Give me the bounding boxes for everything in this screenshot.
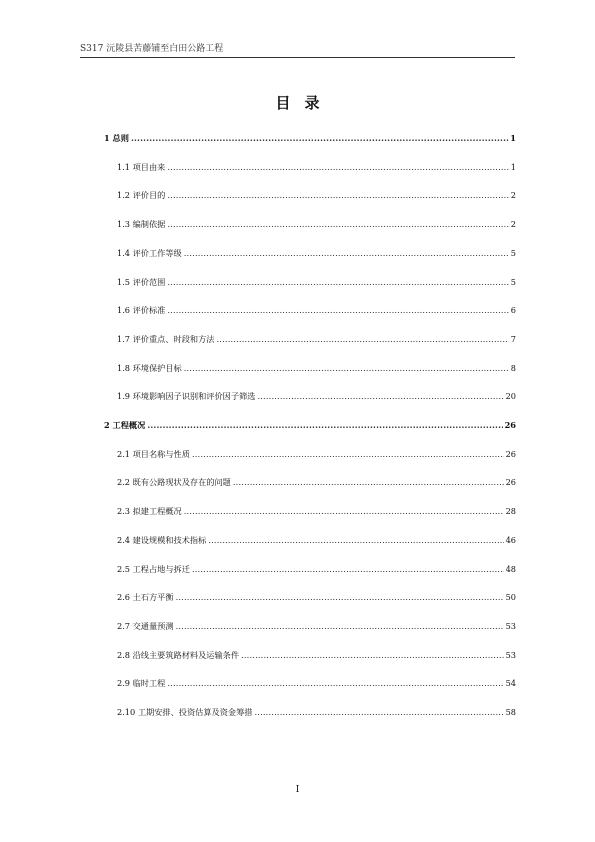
toc-entry-page: 2	[510, 190, 516, 201]
toc-chapter-entry[interactable]	[104, 132, 516, 144]
toc-entry-label: 2.1 项目名称与性质	[117, 448, 190, 459]
toc-entry-label: 1.8 环境保护目标	[117, 362, 182, 373]
toc-entry-label: 2.3 拟建工程概况	[117, 506, 182, 517]
toc-entry-page: 53	[505, 649, 516, 660]
toc-entry-label: 1.7 评价重点、时段和方法	[117, 333, 215, 344]
toc-entry-label: 2.5 工程占地与拆迁	[117, 563, 190, 574]
toc-entry-label: 1.4 评价工作等级	[117, 247, 182, 258]
toc-section-entry[interactable]	[117, 620, 516, 632]
toc-chapter-entry[interactable]	[104, 419, 516, 431]
toc-section-entry[interactable]	[117, 448, 516, 460]
toc-entry-page: 54	[505, 678, 516, 689]
toc-entry-page: 26	[505, 448, 516, 459]
toc-entry-label: 1.5 评价范围	[117, 276, 166, 287]
toc-dot-leader	[184, 505, 504, 517]
toc-entry-label: 2.10 工期安排、投资估算及资金筹措	[117, 707, 253, 717]
toc-entry-page: 6	[510, 305, 516, 316]
toc-section-entry[interactable]	[117, 591, 516, 603]
toc-section-entry[interactable]	[117, 390, 516, 402]
toc-entry-label: 2.2 既有公路现状及存在的问题	[117, 477, 231, 488]
toc-entry-page: 7	[510, 333, 516, 344]
toc-entry-label: 1 总则	[104, 133, 129, 143]
toc-dot-leader	[176, 591, 504, 603]
toc-dot-leader	[184, 247, 509, 259]
toc-dot-leader	[217, 333, 509, 345]
page-title: 目录	[275, 94, 334, 112]
toc-dot-leader	[167, 218, 508, 230]
page-header: S317 沅陵县苦藤铺至白田公路工程	[80, 44, 224, 54]
toc-section-entry[interactable]	[117, 304, 516, 316]
toc-entry-page: 5	[510, 276, 516, 287]
toc-section-entry[interactable]	[117, 677, 516, 689]
toc-section-entry[interactable]	[117, 189, 516, 201]
toc-section-entry[interactable]	[117, 333, 516, 345]
toc-entry-page: 1	[510, 161, 516, 172]
toc-section-entry[interactable]	[117, 161, 516, 173]
toc-dot-leader	[192, 448, 504, 460]
toc-dot-leader	[131, 132, 508, 144]
toc-section-entry[interactable]	[117, 563, 516, 575]
toc-entry-label: 1.1 项目由来	[117, 161, 166, 172]
toc-section-entry[interactable]	[117, 362, 516, 374]
toc-dot-leader	[176, 620, 504, 632]
toc-entry-page: 53	[505, 620, 516, 631]
toc-section-entry[interactable]	[117, 476, 516, 488]
toc-dot-leader	[167, 677, 503, 689]
toc-section-entry[interactable]	[117, 706, 516, 718]
toc-dot-leader	[147, 419, 502, 431]
toc-entry-page: 58	[505, 707, 516, 717]
toc-entry-label: 2.9 临时工程	[117, 678, 166, 689]
toc-section-entry[interactable]	[117, 505, 516, 517]
toc-dot-leader	[241, 649, 504, 661]
toc-dot-leader	[167, 161, 508, 173]
toc-entry-label: 2.4 建设规模和技术指标	[117, 534, 207, 545]
toc-entry-label: 2 工程概况	[104, 420, 146, 430]
toc-section-entry[interactable]	[117, 649, 516, 661]
toc-entry-page: 28	[505, 506, 516, 517]
toc-dot-leader	[233, 476, 504, 488]
toc-dot-leader	[254, 706, 503, 718]
toc-entry-page: 26	[505, 477, 516, 488]
toc-entry-label: 1.6 评价标准	[117, 305, 166, 316]
toc-entry-label: 2.6 土石方平衡	[117, 592, 174, 603]
toc-entry-page: 5	[510, 247, 516, 258]
toc-entry-page: 48	[505, 563, 516, 574]
toc-entry-label: 1.2 评价目的	[117, 190, 166, 201]
toc-dot-leader	[167, 189, 508, 201]
toc-dot-leader	[208, 534, 503, 546]
toc-entry-page: 46	[505, 534, 516, 545]
toc-entry-page: 8	[510, 362, 516, 373]
toc-section-entry[interactable]	[117, 218, 516, 230]
toc-dot-leader	[257, 390, 503, 402]
toc-entry-label: 1.3 编制依据	[117, 219, 166, 230]
toc-entry-page: 26	[504, 420, 516, 430]
toc-dot-leader	[192, 563, 504, 575]
toc-dot-leader	[184, 362, 509, 374]
toc-entry-page: 20	[505, 391, 516, 402]
toc-dot-leader	[167, 276, 508, 288]
page-number: I	[295, 785, 300, 795]
toc-entry-label: 2.8 沿线主要筑路材料及运输条件	[117, 649, 240, 660]
toc-section-entry[interactable]	[117, 276, 516, 288]
toc-section-entry[interactable]	[117, 247, 516, 259]
toc-entry-page: 2	[510, 219, 516, 230]
toc-entry-page: 1	[510, 133, 516, 143]
toc-section-entry[interactable]	[117, 534, 516, 546]
toc-entry-label: 2.7 交通量预测	[117, 620, 174, 631]
toc-dot-leader	[167, 304, 508, 316]
toc-entry-page: 50	[505, 592, 516, 603]
toc-entry-label: 1.9 环境影响因子识别和评价因子筛选	[117, 391, 256, 402]
